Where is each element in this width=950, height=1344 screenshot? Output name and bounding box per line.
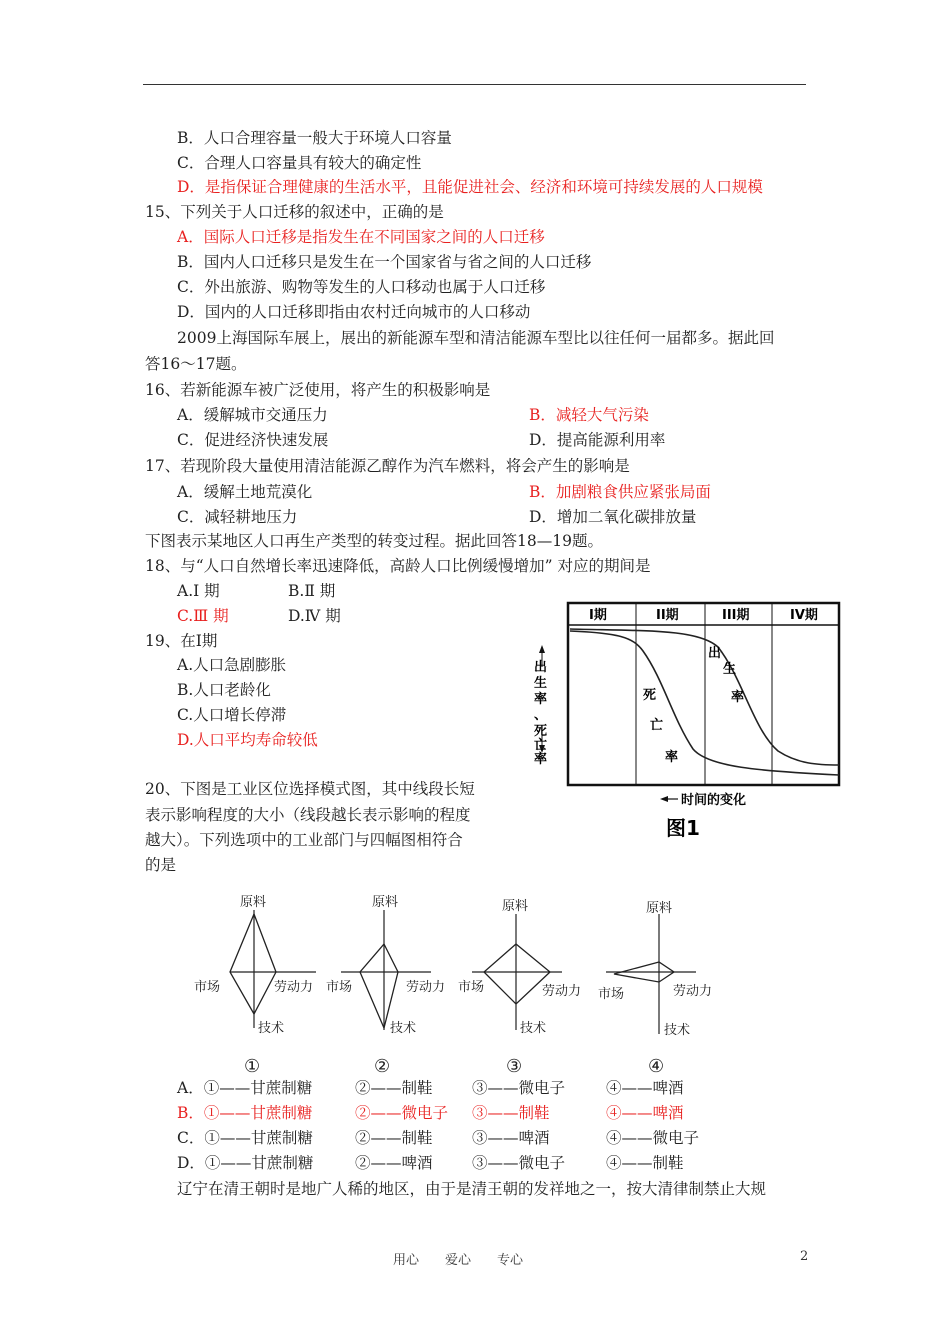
figure2-industrial-location (186, 888, 726, 1076)
q18-option-b: B.Ⅱ 期 (288, 582, 336, 600)
q19-stem: 19、在Ⅰ期 (145, 632, 218, 650)
fig1-y-label-c3: 率 (534, 692, 548, 707)
q20-option-d-3: ③——微电子 (472, 1154, 566, 1172)
d1-number: ① (244, 1056, 261, 1076)
q20-option-c-3: ③——啤酒 (472, 1129, 550, 1147)
q16-option-b: B．减轻大气污染 (529, 406, 649, 424)
q15-option-a: A．国际人口迁移是指发生在不同国家之间的人口迁移 (177, 228, 545, 246)
figure1-population-transition (528, 599, 848, 839)
d1-axis-left: 市场 (194, 980, 221, 995)
d4-number: ④ (648, 1056, 665, 1076)
fig1-period-3: III期 (722, 608, 750, 623)
d2-axis-top: 原料 (372, 895, 399, 910)
q16-stem: 16、若新能源车被广泛使用，将产生的积极影响是 (145, 381, 491, 399)
header-rule (143, 84, 806, 85)
q16-option-d: D．提高能源利用率 (529, 431, 666, 449)
fig1-x-arrowhead (660, 796, 668, 802)
fig1-caption: 图1 (666, 816, 700, 839)
fig1-y-label-c1: 出 (534, 660, 548, 675)
d1-axis-bottom: 技术 (258, 1021, 285, 1036)
q20-option-a-1: A．①——甘蔗制糖 (177, 1079, 313, 1097)
q20-option-b-4: ④——啤酒 (606, 1104, 684, 1122)
d3-axis-right: 劳动力 (542, 984, 582, 999)
q19-option-a: A.人口急剧膨胀 (177, 656, 287, 674)
fig1-birth-label: 出 生 率 (708, 646, 745, 705)
q18-option-d: D.Ⅳ 期 (288, 607, 341, 625)
fig1-period-4: IV期 (790, 608, 818, 623)
q18-option-a: A.Ⅰ 期 (177, 582, 220, 600)
fig1-y-label-c6: 亡 (534, 738, 548, 753)
q20-option-b-3: ③——制鞋 (472, 1104, 550, 1122)
d2-axis-right: 劳动力 (406, 980, 446, 995)
d2-axis-bottom: 技术 (390, 1021, 417, 1036)
q17-option-d: D．增加二氧化碳排放量 (529, 508, 697, 526)
fig1-period-2: II期 (656, 608, 679, 623)
q17-option-a: A．缓解土地荒漠化 (177, 483, 313, 501)
q20-option-d-1: D．①——甘蔗制糖 (177, 1154, 314, 1172)
q20-option-c-1: C．①——甘蔗制糖 (177, 1129, 313, 1147)
fig1-y-label-c4: 、 (534, 708, 548, 723)
q20-stem-line1: 20、下图是工业区位选择模式图，其中线段长短 (145, 780, 475, 798)
passage-18-19: 下图表示某地区人口再生产类型的转变过程。据此回答18—19题。 (145, 532, 603, 550)
d1-axis-right: 劳动力 (274, 980, 314, 995)
d2-axis-left: 市场 (326, 980, 353, 995)
fig1-death-label: 死 亡 率 (643, 688, 679, 765)
q20-stem-line2: 表示影响程度的大小（线段越长表示影响的程度 (145, 806, 471, 824)
q15-stem: 15、下列关于人口迁移的叙述中，正确的是 (145, 203, 444, 221)
fig1-period-1: I期 (589, 608, 607, 623)
fig1-y-label-c7: 率 (534, 752, 548, 767)
q20-stem-line3: 越大）。下列选项中的工业部门与四幅图相符合 (145, 831, 463, 849)
q20-option-a-2: ②——制鞋 (355, 1079, 433, 1097)
footer-text: 用心 爱心 专心 (393, 1253, 524, 1268)
q20-option-d-2: ②——啤酒 (355, 1154, 433, 1172)
q15-option-c: C．外出旅游、购物等发生的人口移动也属于人口迁移 (177, 278, 546, 296)
d4-axis-right: 劳动力 (673, 984, 713, 999)
page-number: 2 (800, 1249, 809, 1264)
d3-axis-left: 市场 (458, 980, 485, 995)
q20-option-a-4: ④——啤酒 (606, 1079, 684, 1097)
q20-option-c-4: ④——微电子 (606, 1129, 700, 1147)
d4-axis-top: 原料 (646, 901, 673, 916)
q20-option-a-3: ③——微电子 (472, 1079, 566, 1097)
q19-option-b: B.人口老龄化 (177, 681, 271, 699)
fig1-y-arrowhead-up (539, 645, 545, 653)
diagram-3 (458, 898, 581, 1076)
q20-option-c-2: ②——制鞋 (355, 1129, 433, 1147)
d2-number: ② (374, 1056, 391, 1076)
diagram-2 (326, 894, 445, 1076)
q17-option-c: C．减轻耕地压力 (177, 508, 298, 526)
fig1-y-label-c5: 死 (534, 724, 548, 739)
q18-stem: 18、与“人口自然增长率迅速降低，高龄人口比例缓慢增加” 对应的期间是 (145, 557, 651, 575)
passage-liaoning: 辽宁在清王朝时是地广人稀的地区，由于是清王朝的发祥地之一，按大清律制禁止大规 (177, 1180, 767, 1198)
q15-option-d: D．国内的人口迁移即指由农村迁向城市的人口移动 (177, 303, 531, 321)
diagram-1 (194, 894, 316, 1076)
q14-option-b: B．人口合理容量一般大于环境人口容量 (177, 129, 452, 147)
q20-option-d-4: ④——制鞋 (606, 1154, 684, 1172)
d3-axis-bottom: 技术 (520, 1021, 547, 1036)
passage-16-17-line2: 答16～17题。 (145, 355, 247, 373)
q14-option-c: C．合理人口容量具有较大的确定性 (177, 154, 422, 172)
fig1-x-label: 时间的变化 (681, 793, 747, 808)
q15-option-b: B．国内人口迁移只是发生在一个国家省与省之间的人口迁移 (177, 253, 592, 271)
q16-option-c: C．促进经济快速发展 (177, 431, 329, 449)
fig1-y-label (534, 659, 552, 767)
q16-option-a: A．缓解城市交通压力 (177, 406, 328, 424)
d3-axis-top: 原料 (502, 899, 529, 914)
d3-number: ③ (506, 1056, 523, 1076)
q14-option-d: D．是指保证合理健康的生活水平，且能促进社会、经济和环境可持续发展的人口规模 (177, 178, 763, 196)
q17-option-b: B．加剧粮食供应紧张局面 (529, 483, 711, 501)
q20-option-b-1: B．①——甘蔗制糖 (177, 1104, 313, 1122)
q20-stem-line4: 的是 (145, 856, 177, 874)
d4-axis-bottom: 技术 (664, 1023, 691, 1038)
d1-axis-top: 原料 (240, 895, 267, 910)
q20-option-b-2: ②——微电子 (355, 1104, 449, 1122)
passage-16-17-line1: 2009上海国际车展上，展出的新能源车型和清洁能源车型比以往任何一届都多。据此回 (177, 329, 775, 347)
diagram-4 (598, 900, 712, 1076)
q19-option-d: D.人口平均寿命较低 (177, 731, 318, 749)
q18-option-c: C.Ⅲ 期 (177, 607, 229, 625)
q17-stem: 17、若现阶段大量使用清洁能源乙醇作为汽车燃料，将会产生的影响是 (145, 457, 630, 475)
q19-option-c: C.人口增长停滞 (177, 706, 287, 724)
fig1-y-label-c2: 生 (534, 676, 548, 691)
d4-axis-left: 市场 (598, 987, 625, 1002)
